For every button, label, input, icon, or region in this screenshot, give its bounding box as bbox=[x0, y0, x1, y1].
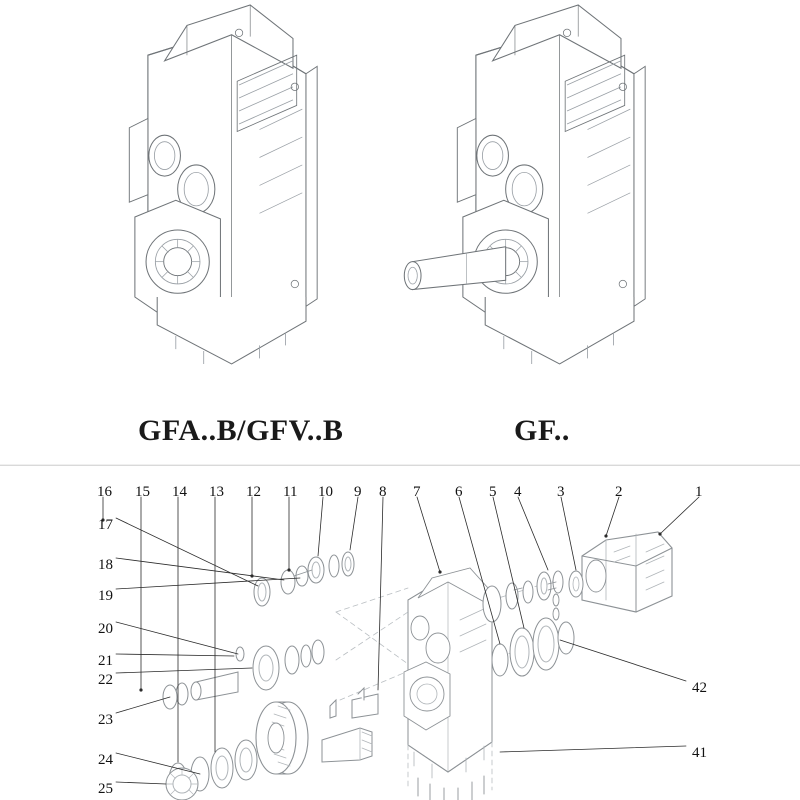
callout-top-4: 4 bbox=[514, 484, 522, 500]
callout-top-10: 10 bbox=[318, 484, 333, 500]
pinion-shafts bbox=[322, 688, 378, 762]
callout-left-23: 23 bbox=[98, 712, 113, 728]
callout-left-19: 19 bbox=[98, 588, 113, 604]
callout-top-1: 1 bbox=[695, 484, 703, 500]
left-small-parts bbox=[254, 552, 354, 606]
exploded-assembly bbox=[101, 497, 699, 800]
callout-top-9: 9 bbox=[354, 484, 362, 500]
caption-left-model: GFA..B/GFV..B bbox=[138, 414, 344, 447]
callout-top-12: 12 bbox=[246, 484, 261, 500]
callout-top-14: 14 bbox=[172, 484, 187, 500]
exploded-housing bbox=[404, 568, 492, 778]
motor-adapter-block bbox=[569, 532, 672, 612]
callout-top-5: 5 bbox=[489, 484, 497, 500]
callout-top-8: 8 bbox=[379, 484, 387, 500]
callout-right-42: 42 bbox=[692, 680, 707, 696]
callout-left-20: 20 bbox=[98, 621, 113, 637]
mid-left-parts bbox=[163, 640, 324, 709]
gear-unit-left-drawing bbox=[129, 5, 317, 364]
right-parts-stack bbox=[483, 571, 574, 676]
callout-left-17: 17 bbox=[98, 517, 113, 533]
callout-top-11: 11 bbox=[283, 484, 298, 500]
callout-left-22: 22 bbox=[98, 672, 113, 688]
callout-top-3: 3 bbox=[557, 484, 565, 500]
callout-top-15: 15 bbox=[135, 484, 150, 500]
callout-top-2: 2 bbox=[615, 484, 623, 500]
helical-gear-wheel bbox=[256, 702, 308, 774]
callout-right-41: 41 bbox=[692, 745, 707, 761]
caption-right-model: GF.. bbox=[514, 414, 570, 447]
housing-bolts bbox=[418, 776, 484, 800]
callout-top-13: 13 bbox=[209, 484, 224, 500]
callout-left-25: 25 bbox=[98, 781, 113, 797]
section-divider bbox=[0, 465, 800, 466]
callout-left-24: 24 bbox=[98, 752, 113, 768]
callout-top-6: 6 bbox=[455, 484, 463, 500]
callout-top-16: 16 bbox=[97, 484, 112, 500]
callout-left-18: 18 bbox=[98, 557, 113, 573]
gear-unit-right-drawing bbox=[404, 5, 645, 364]
callout-left-21: 21 bbox=[98, 653, 113, 669]
callout-top-7: 7 bbox=[413, 484, 421, 500]
bottom-left-rings bbox=[166, 740, 257, 800]
